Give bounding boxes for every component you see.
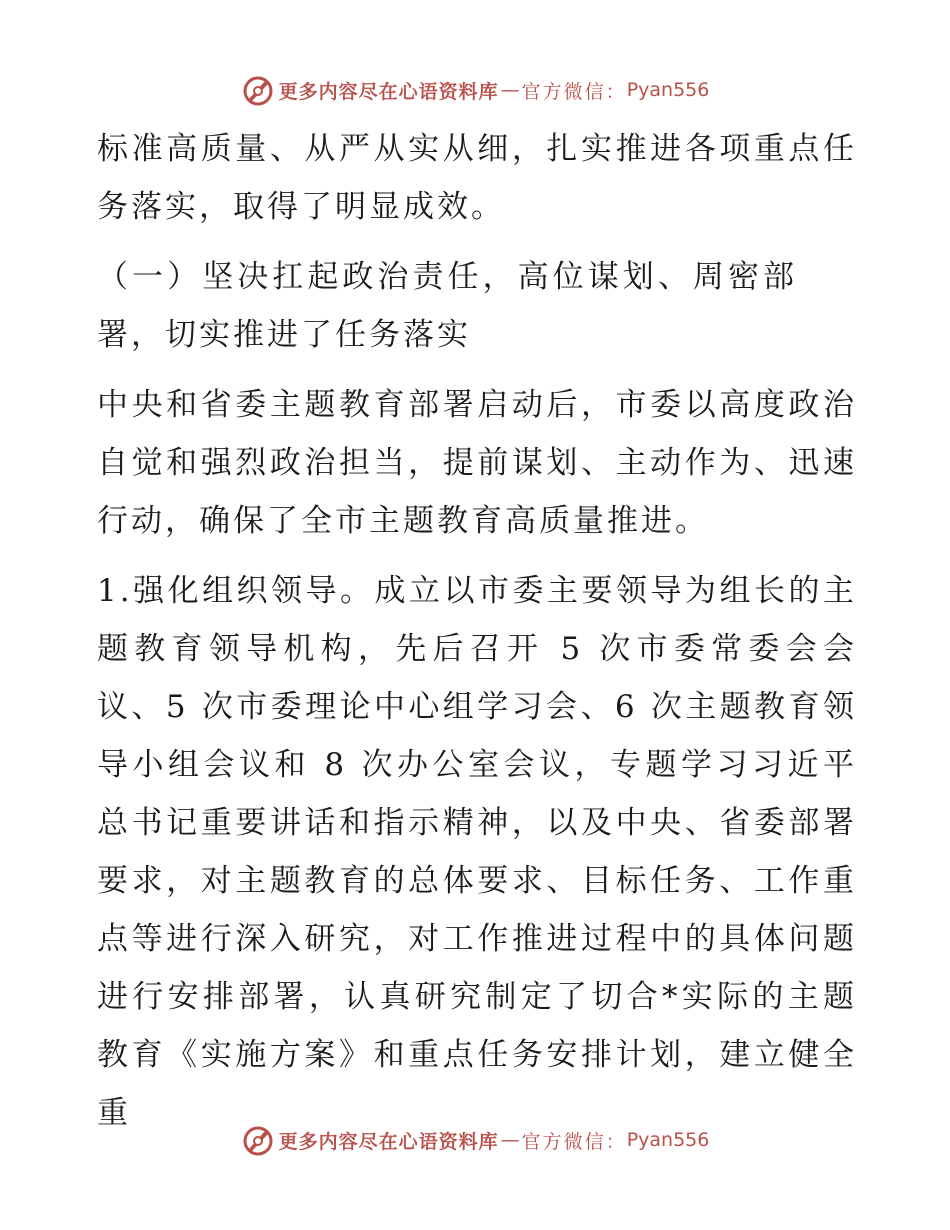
paragraph-section-intro: 中央和省委主题教育部署启动后，市委以高度政治自觉和强烈政治担当，提前谋划、主动作为、迅速行动，确保了全市主题教育高质量推进。	[97, 387, 857, 539]
quill-circle-logo-icon	[241, 1123, 275, 1157]
paragraph-item-1: 1.强化组织领导。成立以市委主要领导为组长的主题教育领导机构，先后召开 5 次市委常委会会议、5 次市委理论中心组学习会、6 次主题教育领导小组会议和 8 次办公室会议，专题学习习近平总书记重要讲话和指示精神，以及中央、省委部署要求，对主题教育的总体要求、目标任务、工作重点等进行深入研究，对工作推进过程中的具体问题进行安排部署，认真研究制定了切合*实际的主题教育《实施方案》和重点任务安排计划，建立健全重	[97, 573, 857, 1131]
footer-wechat-id: Pyan556	[626, 1129, 710, 1151]
paragraph-intro: 标准高质量、从严从实从细，扎实推进各项重点任务落实，取得了明显成效。	[97, 131, 857, 225]
footer-site-name: 更多内容尽在心语资料库	[278, 1130, 499, 1153]
footer-dash: —	[500, 1129, 520, 1151]
header-watermark	[0, 70, 950, 110]
header-site-name: 更多内容尽在心语资料库	[278, 80, 499, 103]
header-wechat-label: 官方微信：	[521, 80, 627, 103]
footer-watermark	[0, 1120, 950, 1160]
section-heading: （一）坚决扛起政治责任，高位谋划、周密部署，切实推进了任务落实	[97, 259, 797, 353]
quill-circle-logo-icon	[241, 73, 275, 107]
header-wechat-id: Pyan556	[626, 79, 710, 101]
footer-wechat-label: 官方微信：	[521, 1130, 627, 1153]
document-body	[97, 120, 857, 1142]
header-dash: —	[500, 79, 520, 101]
